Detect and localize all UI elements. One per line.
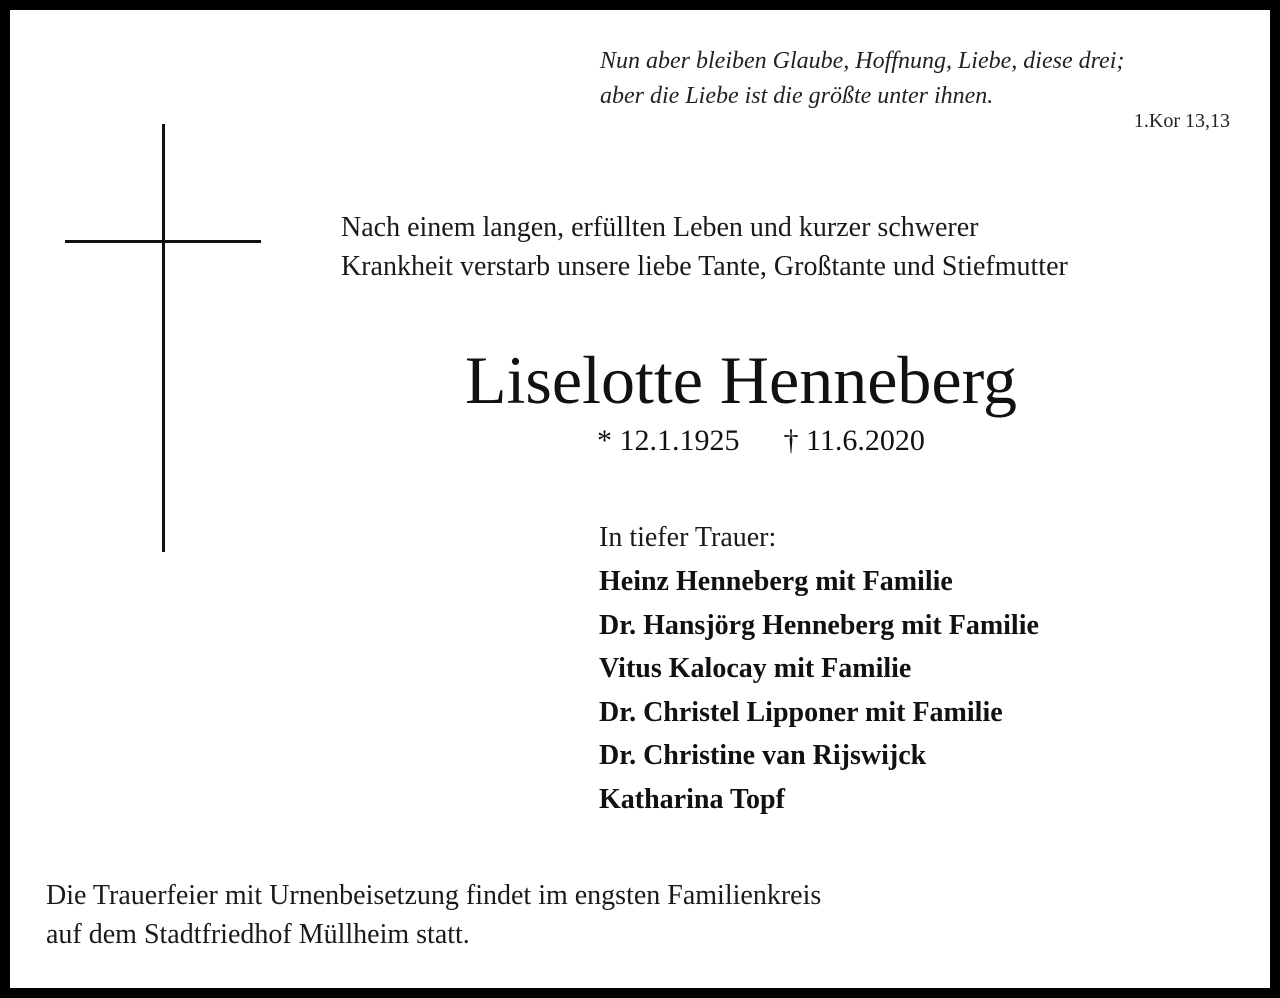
mourners-label: In tiefer Trauer: bbox=[599, 522, 777, 553]
verse-line-1: Nun aber bleiben Glaube, Hoffnung, Liebe, diese drei; bbox=[600, 48, 1125, 74]
mourner-name: Heinz Henneberg mit Familie bbox=[599, 566, 953, 597]
verse-line-2: aber die Liebe ist die größte unter ihnen. bbox=[600, 83, 994, 109]
cross-vertical-bar bbox=[162, 124, 165, 552]
intro-text bbox=[341, 208, 1068, 286]
mourner-name: Vitus Kalocay mit Familie bbox=[599, 653, 912, 684]
intro-line-2: Krankheit verstarb unsere liebe Tante, Großtante und Stiefmutter bbox=[341, 251, 1068, 282]
mourner-name: Dr. Christel Lipponer mit Familie bbox=[599, 696, 1003, 728]
funeral-info bbox=[46, 876, 821, 954]
verse-reference: 1.Kor 13,13 bbox=[1133, 110, 1230, 132]
funeral-info-line-2: auf dem Stadtfriedhof Müllheim statt. bbox=[46, 919, 470, 950]
latin-cross-icon bbox=[65, 124, 261, 554]
obituary-notice bbox=[10, 10, 1270, 988]
mourner-name: Dr. Christine van Rijswijck bbox=[599, 740, 927, 771]
deceased-name: Liselotte Henneberg bbox=[465, 342, 1018, 418]
bible-verse bbox=[600, 44, 1124, 114]
mourners-list bbox=[599, 516, 1039, 821]
death-date: † 11.6.2020 bbox=[783, 424, 925, 457]
funeral-info-line-1: Die Trauerfeier mit Urnenbeisetzung findet im engsten Familienkreis bbox=[46, 880, 822, 911]
life-dates bbox=[597, 422, 925, 460]
cross-horizontal-bar bbox=[65, 240, 261, 243]
intro-line-1: Nach einem langen, erfüllten Leben und kurzer schwerer bbox=[341, 212, 979, 243]
mourner-name: Dr. Hansjörg Henneberg mit Familie bbox=[599, 609, 1039, 641]
birth-date: * 12.1.1925 bbox=[597, 424, 740, 457]
mourner-name: Katharina Topf bbox=[599, 783, 785, 815]
